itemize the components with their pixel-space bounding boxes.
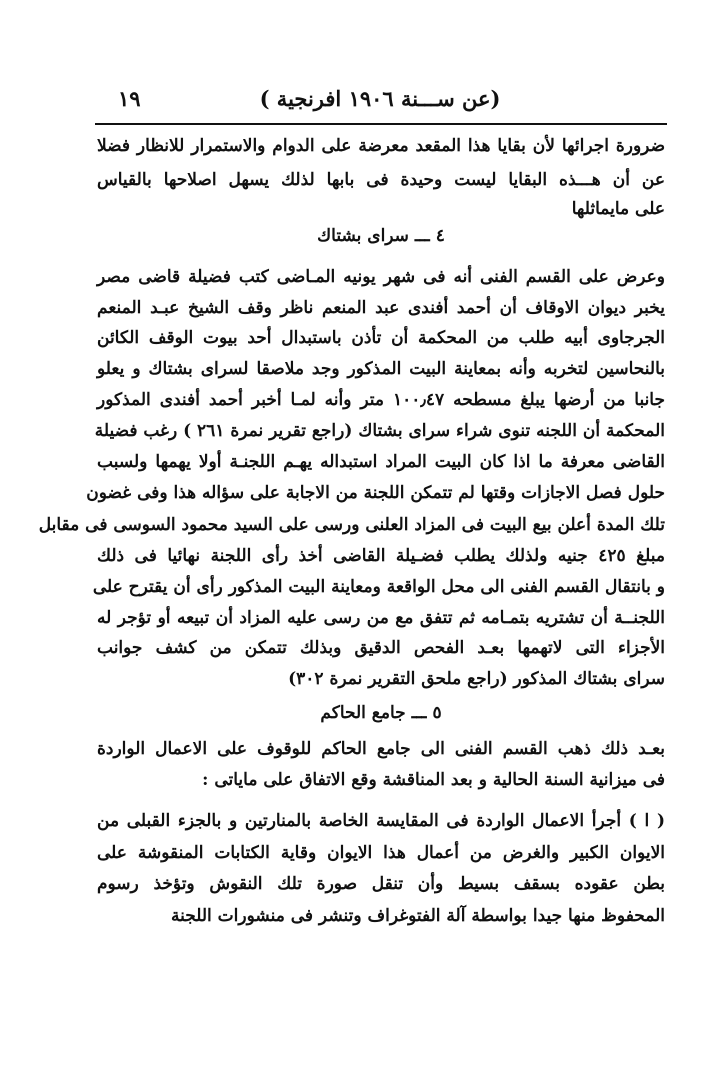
text-line: يخبر ديوان الاوقاف أن أحمد أفندى عبد المنعم ناظر وقف الشيخ عبـد المنعم (97, 298, 665, 318)
text-line: المحكمة أن اللجنه تنوى شراء سراى بشتاك (راجع تقرير نمرة ٢٦١ ) رغب فضيلة (94, 421, 665, 441)
running-title: (عن ســـنة ١٩٠٦ افرنجية ) (259, 86, 501, 111)
text-line: فى ميزانية السنة الحالية و بعد المناقشة وقع الاتفاق على ماياتى : (202, 770, 665, 790)
text-line: على مايماثلها (571, 199, 665, 219)
text-line: مبلغ ٤٢٥ جنيه ولذلك يطلب فضـيلة القاضى أخذ رأى اللجنة نهائيا فى ذلك (97, 546, 665, 566)
text-line: وعرض على القسم الفنى أنه فى شهر يونيه المـاضى كتب فضيلة قاضى مصر (97, 267, 665, 287)
text-line: عن أن هـــذه البقايا ليست وحيدة فى بابها لذلك يسهل اصلاحها بالقياس (97, 170, 665, 190)
text-line: اللجنــة أن تشتريه بتمـامه ثم تتفق مع من رسى عليه المزاد أن تبيعه أو تؤجر له (97, 608, 665, 628)
page-number: ١٩ (118, 86, 141, 111)
text-line: حلول فصل الاجازات وقتها لم تتمكن اللجنة من الاجابة على سؤاله هذا وفى غضون (86, 483, 665, 503)
text-line: سراى بشتاك المذكور (راجع ملحق التقرير نمرة ٣٠٢) (288, 669, 665, 689)
text-line: ( ا ) أجرأ الاعمال الواردة فى المقايسة الخاصة بالمنارتين و بالجزء القبلى من (97, 811, 665, 831)
text-line: الأجزاء التى لاتهمها بعـد الفحص الدقيق وبذلك تتمكن من كشف جوانب (97, 638, 665, 658)
section-heading: ٥ ـــ جامع الحاكم (320, 703, 442, 723)
header-rule (95, 123, 667, 125)
text-line: و بانتقال القسم الفنى الى محل الواقعة ومعاينة البيت المذكور رأى أن يقترح على (92, 577, 665, 597)
text-line: ضرورة اجرائها لأن بقايا هذا المقعد معرضة على الدوام والاستمرار للانظار فضلا (97, 136, 665, 156)
section-heading: ٤ ـــ سراى بشتاك (317, 226, 445, 246)
text-line: تلك المدة أعلن بيع البيت فى المزاد العلنى ورسى على السيد محمود السوسى فى مقابل (38, 515, 665, 535)
text-line: المحفوظ منها جيدا بواسطة آلة الفتوغراف وتنشر فى منشورات اللجنة (171, 906, 665, 926)
text-line: القاضى معرفة ما اذا كان البيت المراد استبداله يهـم اللجنـة أولا يهمها ولسبب (97, 452, 665, 472)
text-line: بعـد ذلك ذهب القسم الفنى الى جامع الحاكم للوقوف على الاعمال الواردة (97, 739, 665, 759)
text-line: بطن عقوده بسقف بسيط وأن تنقل صورة تلك النقوش وتؤخذ رسوم (97, 874, 665, 894)
text-line: بالنحاسين لتخربه وأنه بمعاينة البيت المذكور وجد ملاصقا لسراى بشتاك و يعلو (97, 359, 665, 379)
text-line: جانبا من أرضها يبلغ مسطحه ١٠٠٫٤٧ متر وأنه لمـا أخبر أحمد أفندى المذكور (97, 390, 665, 410)
text-line: الايوان الكبير والغرض من أعمال هذا الايوان وقاية الكتابات المنقوشة على (97, 843, 665, 863)
text-line: الجرجاوى أبيه طلب من المحكمة أن تأذن باستبدال أحد بيوت الوقف الكائن (97, 328, 665, 348)
